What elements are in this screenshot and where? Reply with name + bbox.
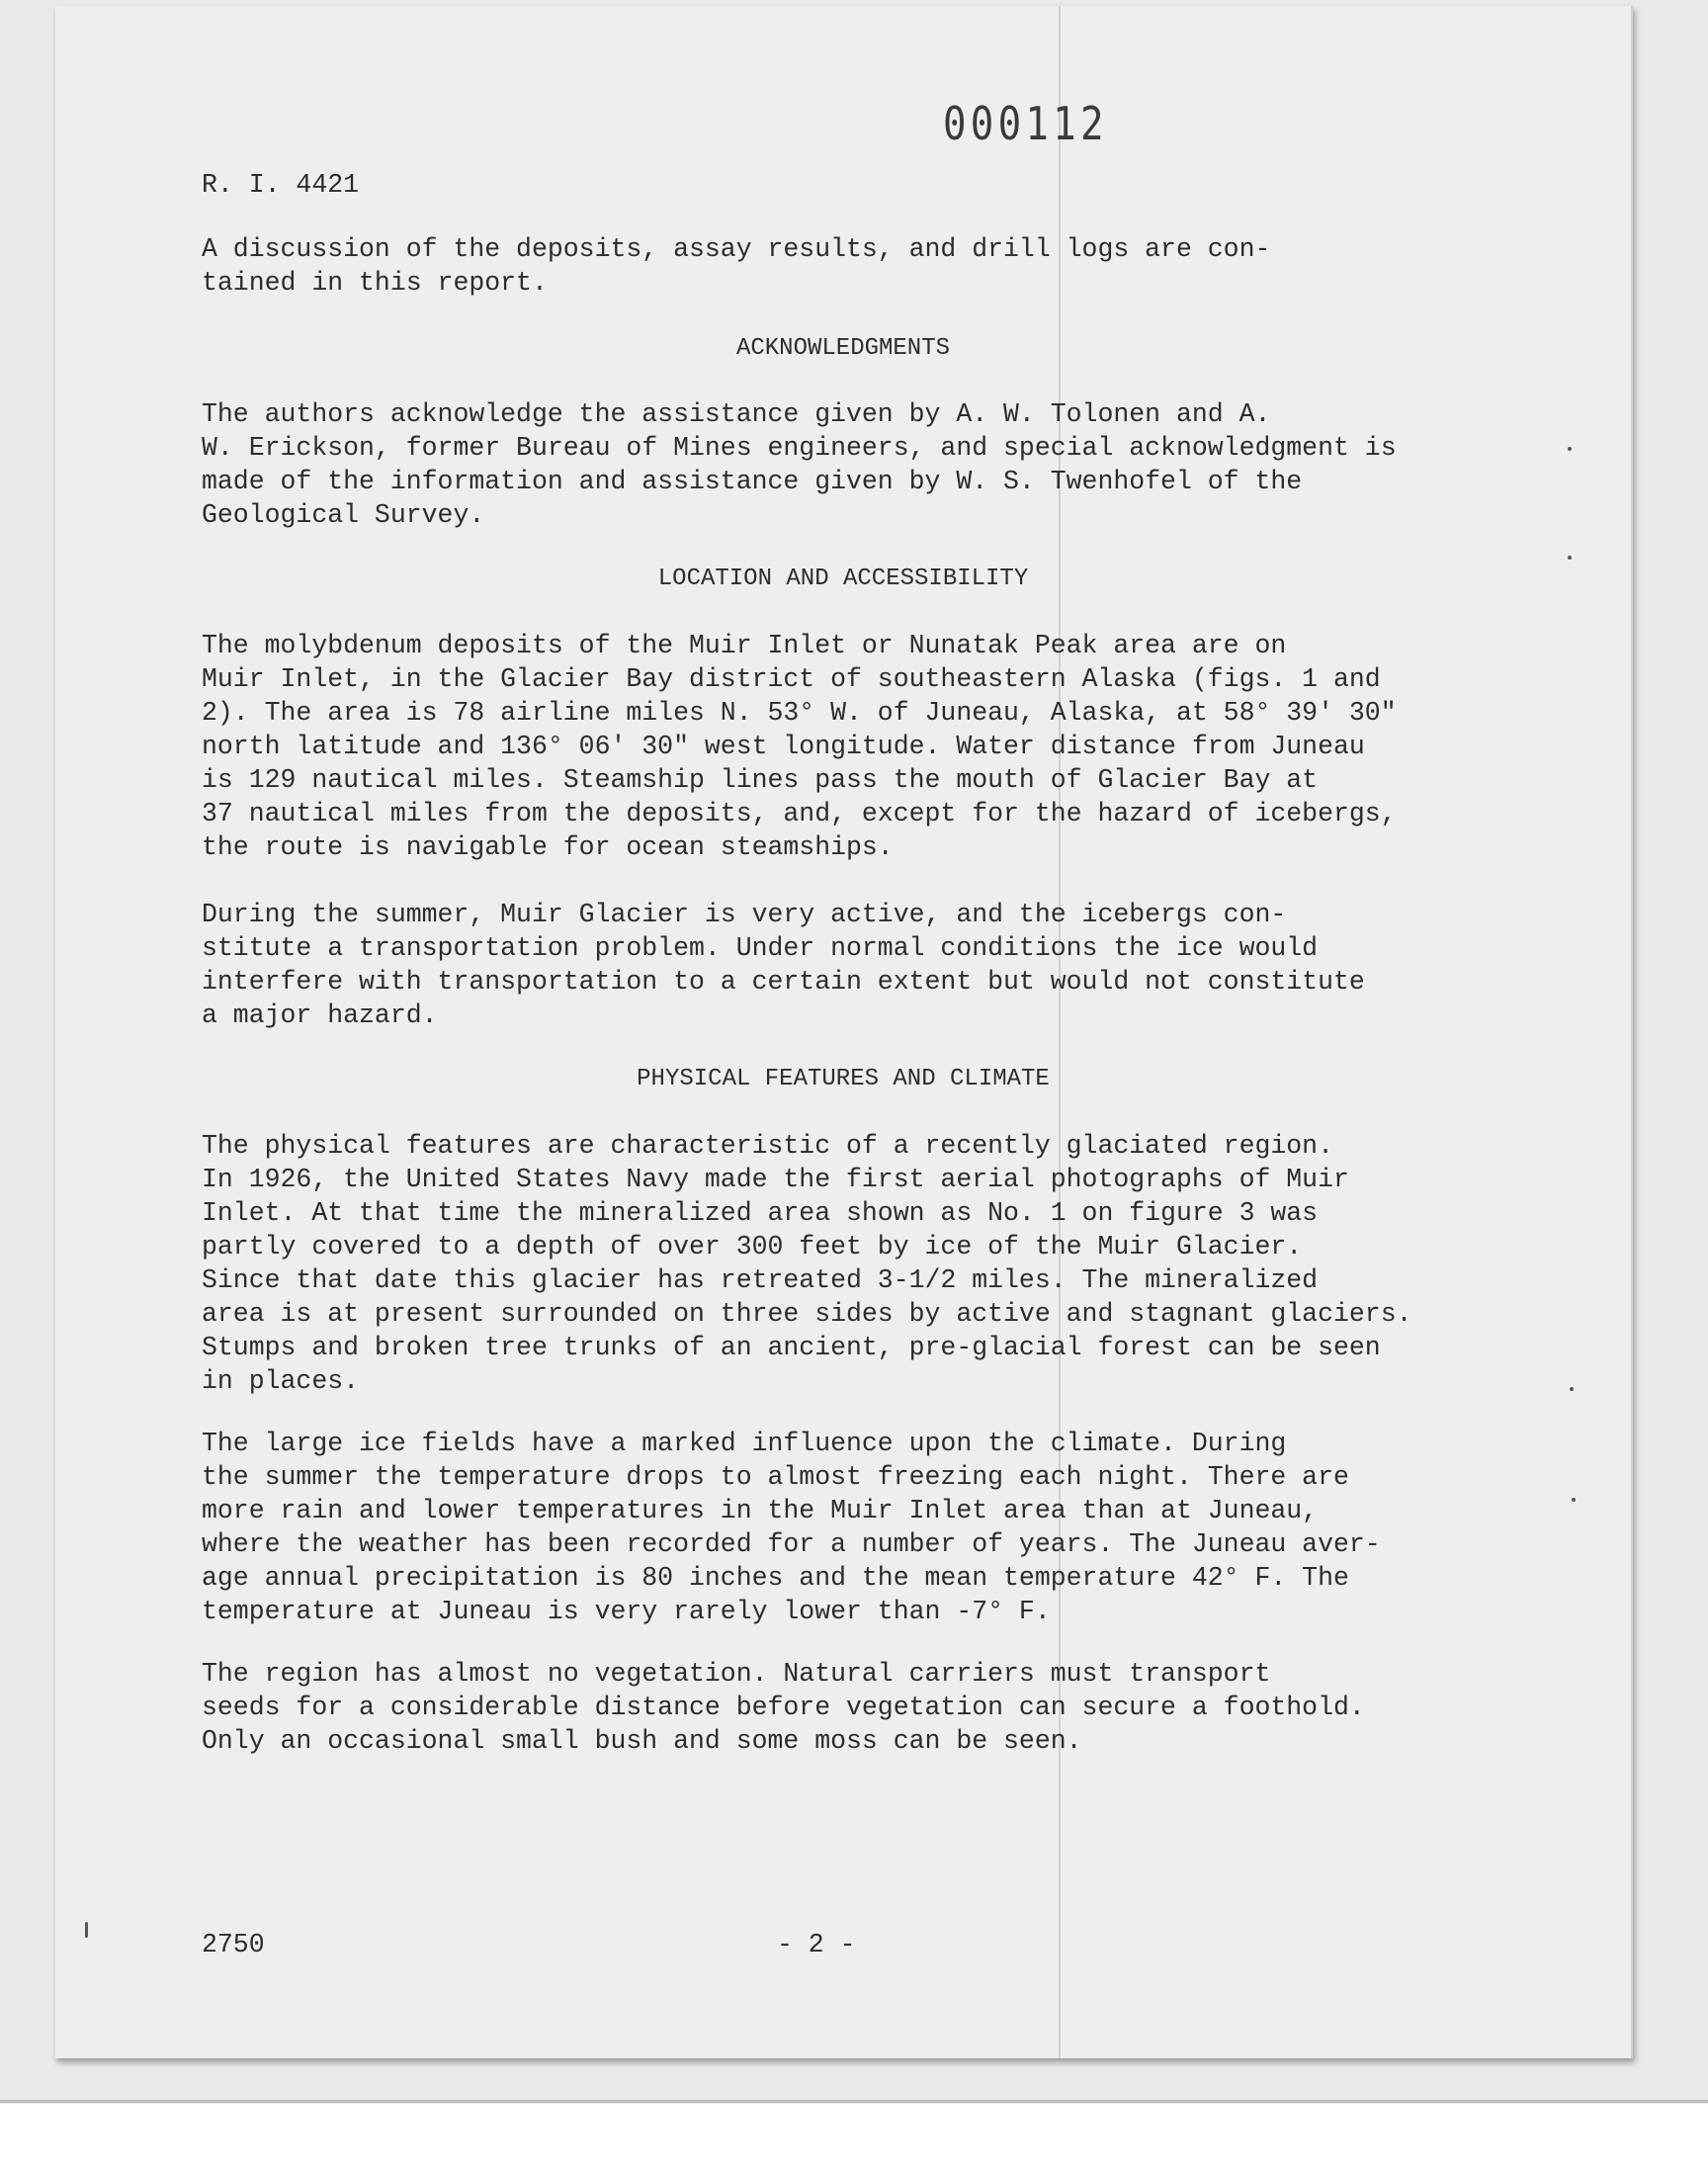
physical-paragraph-1: The physical features are characteristic of a recently glaciated region. In 1926, the United States Navy made the first aerial photographs of Muir Inlet. At that time the mineralized area shown as No. 1 on figure 3 was partly covered to a depth of over 300 feet by ice of the Muir Glacier. Since that date this glacier has retreated 3-1/2 miles. The mineralized area is at present surrounded on three sides by active and stagnant glaciers. Stumps and broken tree trunks of an ancient, pre-glacial forest can be seen in places. — [202, 1131, 1412, 1396]
physical-paragraph-3: The region has almost no vegetation. Natural carriers must transport seeds for a considerable distance before vegetation can secure a foothold. Only an occasional small bush and some moss can be seen. — [202, 1659, 1365, 1756]
footer-code: 2750 — [202, 1930, 265, 1959]
scan-speck — [85, 1922, 88, 1938]
scan-speck — [1568, 556, 1572, 560]
page-number: - 2 - — [777, 1930, 856, 1959]
physical-paragraph-2: The large ice fields have a marked influence upon the climate. During the summer the temperature drops to almost freezing each night. There are more rain and lower temperatures in the Muir Inlet area than at Juneau, where the weather has been recorded for a number of years. The Juneau aver- age annual precipitation is 80 inches and the mean temperature 42° F. The temperature at Juneau is very rarely lower than -7° F. — [202, 1429, 1381, 1626]
scan-speck — [1572, 1498, 1576, 1502]
heading-physical-features: PHYSICAL FEATURES AND CLIMATE — [637, 1066, 1050, 1092]
document-stamp-number: 000112 — [943, 97, 1108, 150]
scan-speck — [1570, 1387, 1574, 1391]
report-id: R. I. 4421 — [202, 170, 360, 200]
acknowledgments-paragraph: The authors acknowledge the assistance given by A. W. Tolonen and A. W. Erickson, former Bureau of Mines engineers, and special acknowledgment is made of the information and assistance given by W. S. Twenhofel of the Geological Survey. — [202, 399, 1397, 530]
heading-acknowledgments: ACKNOWLEDGMENTS — [735, 335, 951, 362]
scanner-edge — [0, 2100, 1708, 2103]
intro-paragraph: A discussion of the deposits, assay results, and drill logs are con- tained in this report. — [202, 234, 1271, 298]
heading-location: LOCATION AND ACCESSIBILITY — [657, 566, 1029, 592]
location-paragraph-1: The molybdenum deposits of the Muir Inlet or Nunatak Peak area are on Muir Inlet, in the Glacier Bay district of southeastern Alaska (figs. 1 and 2). The area is 78 airline miles N. 53° W. of Juneau, Alaska, at 58° 39' 30" north latitude and 136° 06' 30" west longitude. Water distance from Juneau is 129 nautical miles. Steamship lines pass the mouth of Glacier Bay at 37 nautical miles from the deposits, and, except for the hazard of icebergs, the route is navigable for ocean steamships. — [202, 631, 1397, 862]
scan-speck — [1568, 447, 1572, 451]
location-paragraph-2: During the summer, Muir Glacier is very active, and the icebergs con- stitute a transportation problem. Under normal conditions the ice would interfere with transportation to a certain extent but would not constitute a major hazard. — [202, 900, 1365, 1030]
